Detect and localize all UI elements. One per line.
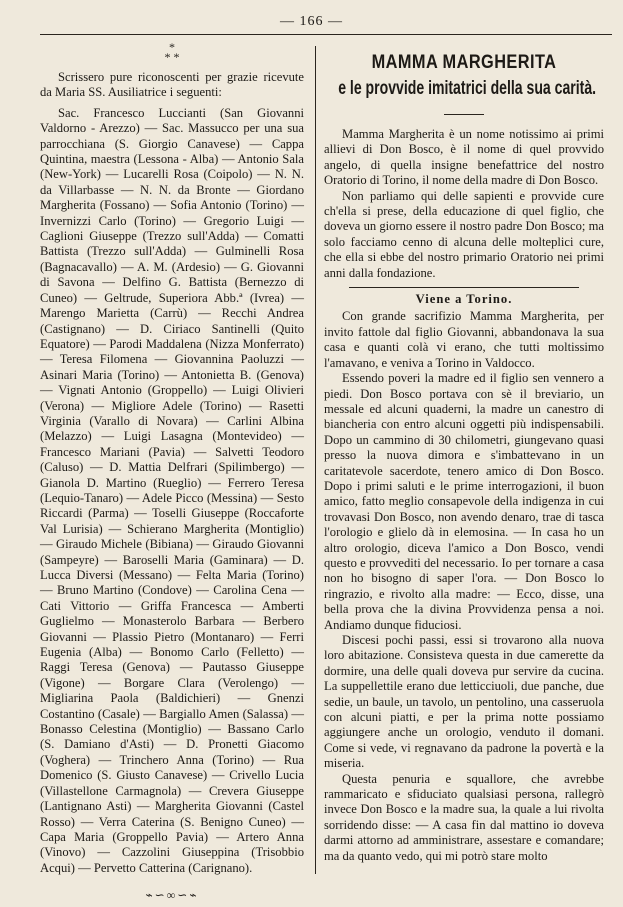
end-ornament: ⌁∽∞∽⌁ — [145, 888, 199, 903]
intro-paragraph-2: Non parliamo qui delle sapienti e provvide cure ch'ella si prese, della educazione di quel figlio, che doveva un giorno essere il nostro padre Don Bosco; ma solo facciamo cenno di alcuna delle molteplici cure, che ella si ebbe del nostro primario Oratorio nei primi anni dalla fondazione. — [324, 188, 604, 280]
body-paragraph-2: Essendo poveri la madre ed il figlio sen vennero a piedi. Don Bosco portava con sè il breviario, un messale ed alcuni quaderni, la madre un canestro di biancheria con entro alcuni oggetti più indispensabili. Dopo un cammino di 30 chilometri, giungevano quasi presso la nuova dimora e s'imbattevano in un caritatevole sacerdote, tenero amico di Don Bosco. Dopo i primi saluti e le prime interrogazioni, il buon amico, fatto meglio consapevole della indigenza in cui trovavasi Don Bosco, non avendo denaro, trae di tasca l'orologio e glielo dà in elemosina. — In casa ho un altro orologio, diceva l'amico a Don Bosco, vendi questo e provvediti del necessario. Io per tornare a casa non ho bisogno di saper l'ora. — Don Bosco lo ringrazio, e rivolto alla madre: — Ecco, disse, una bella prova che la divina Provvidenza pensa a noi. Andiamo dunque fiduciosi. — [324, 371, 604, 632]
header-rule — [40, 34, 612, 35]
thanks-intro: Scrissero pure riconoscenti per grazie ricevute da Maria SS. Ausiliatrice i seguenti: — [40, 70, 304, 100]
column-divider — [315, 46, 316, 874]
thanks-names-list: Sac. Francesco Luccianti (San Giovanni Valdorno - Arezzo) — Sac. Massucco per una sua parrocchiana (S. Giorgio Canavese) — Cappa Quintina, maestra (Lessona - Alba) — Antonio Sala (New-York) — Lucarelli Rosa (Coipolo) — N. N. da Villarbasse — N. N. da Bronte — Giordano Margherita (Fossano) — Sofia Antonio (Torino) — Invernizzi Carlo (Torino) — Gregorio Luigi — Caglioni Giuseppe (Trezzo sull'Adda) — Comatti Battista (Trezzo sull'Adda) — Gulminelli Rosa (Bagnacavallo) — A. M. (Ardesio) — G. Giovanni di Savona — Delfino G. Battista (Bernezzo di Cuneo) — Geltrude, Superiora Abb.ª (Ivrea) — Marengo Marietta (Carrù) — Recchi Andrea (Castignano) — D. Ciriaco Santinelli (Quito Equatore) — Parodi Maddalena (Nizza Monferrato) — Teresa Filomena — Giovannina Paoluzzi — Asinari Maria (Torino) — Antonietta B. (Genova) — Vignati Antonio (Groppello) — Luigi Olivieri (Verona) — Migliore Adele (Torino) — Rasetti Virginia (Varallo di Novara) — Carlini Albina (Melazzo) — Luigi Lasagna (Montevideo) — Francesco Mariani (Pavia) — Salvetti Teodoro (Caluso) — D. Mattia Delfrari (Spilimbergo) — Gianola D. Martino (Rueglio) — Ferrero Teresa (Lequio-Tanaro) — Adele Picco (Messina) — Sesto Riccardi (Parma) — Toselli Giuseppe (Roccaforte Val Lurisia) — Schierano Margherita (Montiglio) — Giraudo Michele (Bibiana) — Giraudo Giovanni (Sampeyre) — Baroselli Maria (Gaminara) — D. Lucca Diversi (Messano) — Felta Maria (Torino) — Bruno Martino (Condove) — Carolina Cena — Cati Vittorio — Griffa Francesca — Amberti Guglielmo — Monasterolo Barbara — Berbero Giovanni — Plassio Pietro (Montanaro) — Ferri Eugenia (Alba) — Bonomo Carlo (Felletto) — Raggi Teresa (Genova) — Pautasso Giuseppe (Vigone) — Borgare Clara (Verolengo) — Migliarina Paola (Baldichieri) — Gnenzi Costantino (Casale) — Bargiallo Amen (Salassa) — Bonasso Celestina (Montiglio) — Bassano Carlo (S. Damiano d'Asti) — D. Pronetti Giacomo (Voghera) — Trinchero Anna (Torino) — Rua Domenico (S. Giusto Canavese) — Crivello Lucia (Villastellone Carmagnola) — Crevera Giuseppe (Lantignano Asti) — Margherita Giovanni (Castel Rosso) — Verra Caterina (S. Benigno Cuneo) — Capa Maria (Groppello Pavia) — Artero Anna (Vinovo) — Cazzolini Giuseppina (Trisobbio Acqui) — Pervetto Catterina (Carignano). — [40, 105, 304, 875]
section-rule — [349, 287, 579, 288]
body-paragraph-4: Questa penuria e squallore, che avrebbe rammaricato e sfiduciato qualsiasi persona, rallegrò invece Don Bosco e la madre sua, la quale a lui rivolta sorridendo disse: — A casa fin dal mattino io doveva darmi attorno ad amministrare, assestare e comandare; ma da quanto vedo, qui mi potrò stare molto — [324, 771, 604, 863]
body-paragraph-3: Discesi pochi passi, essi si trovarono alla nuova loro abitazione. Consisteva questa in due camerette da dormire, una delle quali doveva pur servire da cucina. La suppellettile erano due letticciuoli, due panche, due sedie, un baule, un tavolo, un pentolino, una casseruola con alcuni piatti, e per la prima notte possiamo aggiungere anche un orologio, venduto il domani. Come si vede, vi regnavano da padrone la povertà e la miseria. — [324, 633, 604, 771]
asterism-bottom: * * — [164, 50, 180, 64]
title-rule — [444, 114, 484, 115]
intro-paragraph-1: Mamma Margherita è un nome notissimo ai primi allievi di Don Bosco, è il nome di quel provvido angelo, di quella insigne benefattrice del nostro Oratorio di Torino, il nome della madre di Don Bosco. — [324, 127, 604, 188]
asterism-top: * — [169, 40, 175, 54]
asterism — [40, 42, 304, 66]
section-heading: Viene a Torino. — [415, 292, 513, 307]
article-title: MAMMA MARGHERITA — [371, 52, 557, 73]
page-number: — 166 — — [280, 14, 343, 29]
right-column — [324, 40, 604, 864]
body-paragraph-1: Con grande sacrifizio Mamma Margherita, per invito fattole dal figlio Giovanni, abbandonava la sua casa e quanti colà vi erano, che tutti moltissimo l'amavano, e veniva a Torino in Valdocco. — [324, 309, 604, 370]
article-subtitle: e le provvide imitatrici della sua carità. — [338, 78, 597, 99]
left-column — [40, 40, 304, 904]
